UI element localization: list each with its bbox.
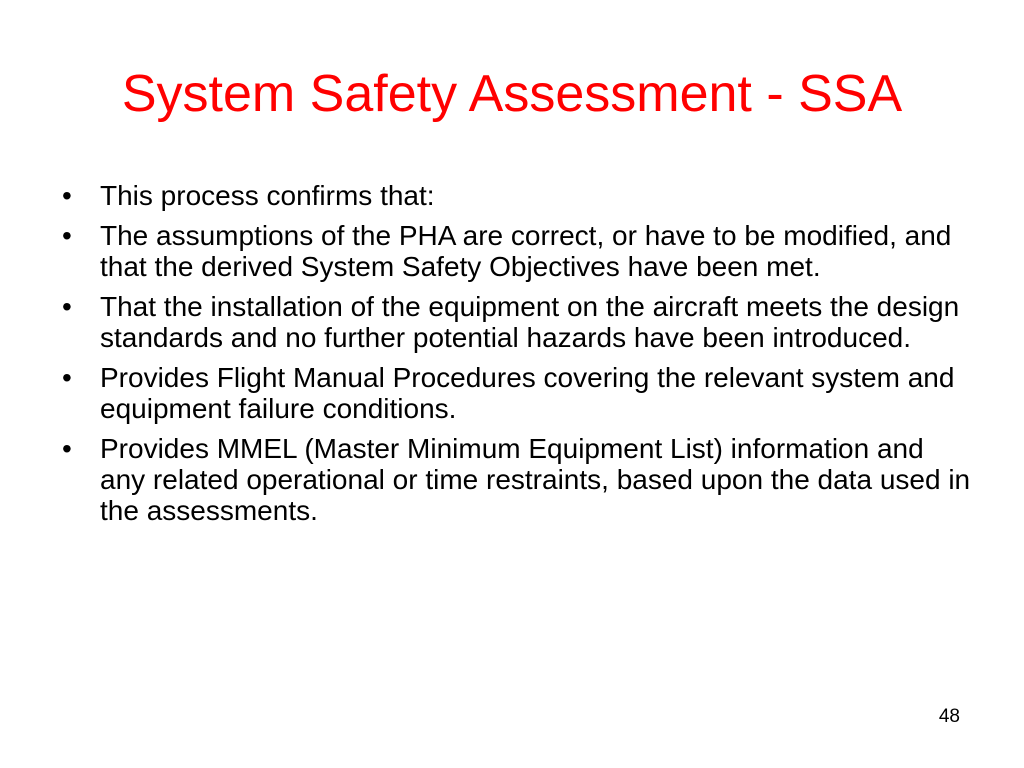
bullet-item bbox=[62, 180, 972, 211]
bullet-text: This process confirms that: bbox=[100, 180, 435, 211]
bullet-item bbox=[62, 433, 972, 526]
page-number: 48 bbox=[938, 706, 960, 727]
bullet-text: The assumptions of the PHA are correct, or have to be modified, and that the derived System Safety Objectives have been met. bbox=[100, 220, 952, 282]
bullet-item bbox=[62, 220, 972, 282]
bullet-dot-icon: • bbox=[62, 291, 72, 322]
slide-title: System Safety Assessment - SSA bbox=[121, 65, 903, 123]
bullet-dot-icon: • bbox=[62, 362, 72, 393]
bullet-text: Provides MMEL (Master Minimum Equipment List) information and any related operational or time restraints, based upon the data used in the assessments. bbox=[100, 433, 971, 526]
bullet-dot-icon: • bbox=[62, 220, 72, 251]
bullet-item bbox=[62, 362, 972, 424]
bullet-list bbox=[62, 180, 972, 535]
bullet-item bbox=[62, 291, 972, 353]
bullet-dot-icon: • bbox=[62, 180, 72, 211]
bullet-text: That the installation of the equipment on the aircraft meets the design standards and no further potential hazards have been introduced. bbox=[100, 291, 960, 353]
bullet-text: Provides Flight Manual Procedures covering the relevant system and equipment failure conditions. bbox=[100, 362, 955, 424]
bullet-dot-icon: • bbox=[62, 433, 72, 464]
